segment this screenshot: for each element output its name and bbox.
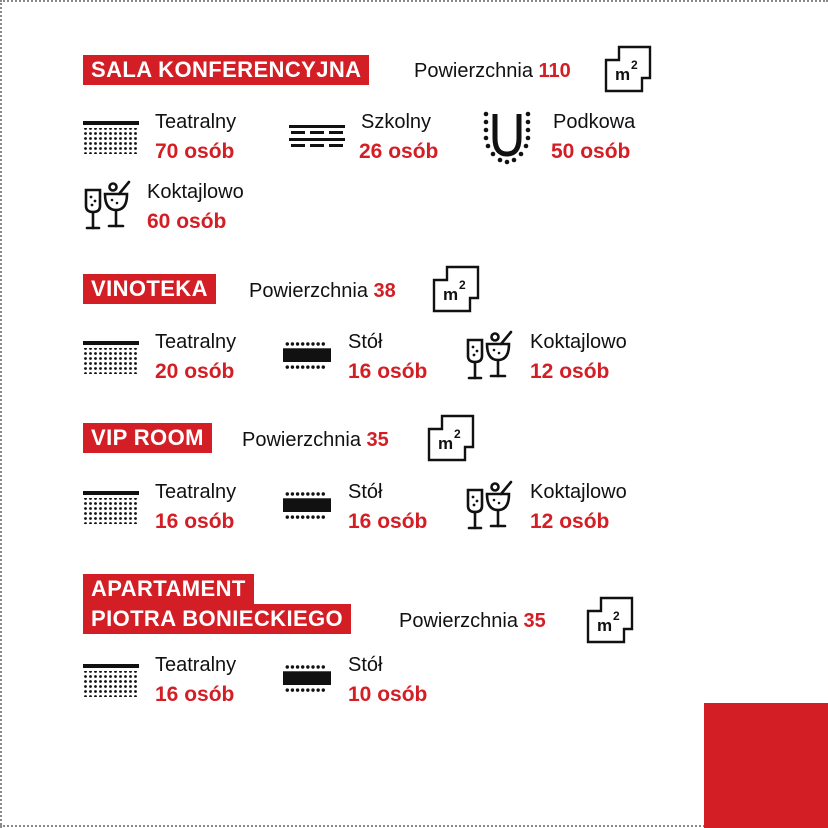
m2-floorplan-icon [432, 265, 480, 313]
area-info [242, 425, 389, 455]
dotted-frame-top [0, 0, 828, 2]
layout-name: Teatralny [155, 654, 237, 676]
area-value: 35 [523, 610, 546, 632]
layout-capacity: 12 osób [530, 510, 610, 533]
cocktail-glasses-icon [465, 480, 517, 532]
m2-floorplan-icon [586, 596, 634, 644]
layout-name: Stół [348, 654, 383, 676]
layout-capacity: 26 osób [359, 140, 439, 163]
section-title: VIP ROOM [83, 423, 212, 453]
theater-seating-icon [83, 491, 139, 525]
layout-capacity: 12 osób [530, 360, 610, 383]
section-title-line-2: PIOTRA BONIECKIEGO [83, 604, 351, 634]
layout-name: Szkolny [361, 111, 432, 133]
layout-name: Teatralny [155, 111, 237, 133]
table-seating-icon [283, 664, 331, 694]
classroom-seating-icon [289, 121, 345, 155]
layout-name: Stół [348, 331, 383, 353]
layout-name: Koktajlowo [147, 181, 244, 203]
layout-capacity: 50 osób [551, 140, 631, 163]
layout-capacity: 16 osób [155, 510, 235, 533]
area-value: 110 [538, 60, 571, 82]
layout-capacity: 70 osób [155, 140, 235, 163]
layout-capacity: 16 osób [348, 510, 428, 533]
red-accent-square [704, 703, 828, 828]
layout-capacity: 20 osób [155, 360, 235, 383]
theater-seating-icon [83, 341, 139, 375]
cocktail-glasses-icon [83, 180, 135, 232]
area-info [399, 606, 546, 636]
cocktail-glasses-icon [465, 330, 517, 382]
layout-name: Teatralny [155, 331, 237, 353]
layout-capacity: 60 osób [147, 210, 227, 233]
area-label: Powierzchnia [414, 60, 533, 82]
layout-name: Teatralny [155, 481, 237, 503]
area-label: Powierzchnia [399, 610, 518, 632]
layout-capacity: 10 osób [348, 683, 428, 706]
layout-name: Koktajlowo [530, 481, 627, 503]
table-seating-icon [283, 491, 331, 521]
area-label: Powierzchnia [242, 429, 361, 451]
horseshoe-seating-icon [481, 108, 533, 166]
theater-seating-icon [83, 664, 139, 698]
layout-name: Podkowa [553, 111, 636, 133]
area-value: 35 [366, 429, 389, 451]
area-info [249, 276, 396, 306]
layout-name: Koktajlowo [530, 331, 627, 353]
table-seating-icon [283, 341, 331, 371]
layout-capacity: 16 osób [348, 360, 428, 383]
theater-seating-icon [83, 121, 139, 155]
dotted-frame-left [0, 0, 2, 828]
area-label: Powierzchnia [249, 280, 368, 302]
layout-name: Stół [348, 481, 383, 503]
m2-floorplan-icon [604, 45, 652, 93]
area-info [414, 56, 571, 86]
area-value: 38 [373, 280, 396, 302]
section-title-line-1: APARTAMENT [83, 574, 254, 604]
section-title: SALA KONFERENCYJNA [83, 55, 369, 85]
section-title: VINOTEKA [83, 274, 216, 304]
m2-floorplan-icon [427, 414, 475, 462]
layout-capacity: 16 osób [155, 683, 235, 706]
